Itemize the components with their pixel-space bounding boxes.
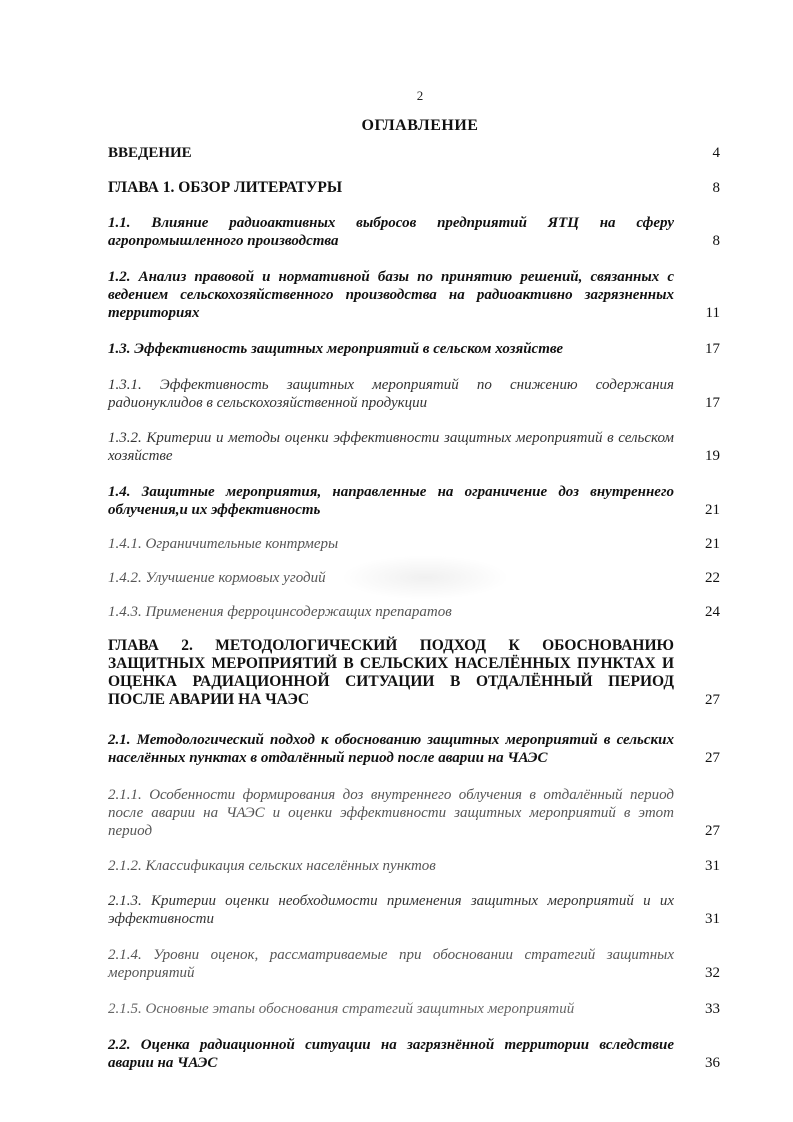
toc-entry-page: 17 — [705, 395, 720, 411]
toc-entry-text: 2.1. Методологический подход к обоснованию защитных мероприятий в сельских населённых пунктах в отдалённый период после аварии на ЧАЭС — [108, 732, 674, 766]
toc-entry-page: 31 — [705, 911, 720, 927]
toc-entry-chapter-1[interactable] — [108, 179, 720, 197]
toc-entry-text: ГЛАВА 2. МЕТОДОЛОГИЧЕСКИЙ ПОДХОД К ОБОСНОВАНИЮ ЗАЩИТНЫХ МЕРОПРИЯТИЙ В СЕЛЬСКИХ НАСЕЛЁННЫХ ПУНКТАХ И ОЦЕНКА РАДИАЦИОННОЙ СИТУАЦИИ В ОТДАЛЁННЫЙ ПЕРИОД ПОСЛЕ АВАРИИ НА ЧАЭС — [108, 637, 674, 708]
toc-entry-text: 1.1. Влияние радиоактивных выбросов предприятий ЯТЦ на сферу агропромышленного производства — [108, 215, 674, 249]
toc-entry-section-1-2[interactable] — [108, 268, 720, 322]
toc-entry-text: 2.2. Оценка радиационной ситуации на загрязнённой территории вследствие аварии на ЧАЭС — [108, 1037, 674, 1071]
toc-entry-page: 24 — [705, 604, 720, 620]
toc-entry-section-1-3-1[interactable] — [108, 376, 720, 412]
toc-entry-text: 1.3.1. Эффективность защитных мероприятий по снижению содержания радионуклидов в сельскохозяйственной продукции — [108, 377, 674, 411]
toc-entry-text: 1.2. Анализ правовой и нормативной базы по принятию решений, связанных с ведением сельскохозяйственного производства на радиоактивно загрязненных территориях — [108, 269, 674, 321]
toc-entry-text: 2.1.1. Особенности формирования доз внутреннего облучения в отдалённый период после аварии на ЧАЭС и оценки эффективности защитных мероприятий в этот период — [108, 787, 674, 839]
toc-entry-page: 27 — [705, 692, 720, 708]
toc-entry-section-1-3-2[interactable] — [108, 429, 720, 465]
toc-entry-page: 17 — [705, 341, 720, 357]
toc-entry-page: 31 — [705, 858, 720, 874]
toc-entry-page: 4 — [712, 145, 720, 161]
toc-entry-page: 27 — [705, 823, 720, 839]
toc-entry-page: 32 — [705, 965, 720, 981]
toc-entry-text: 2.1.5. Основные этапы обоснования стратегий защитных мероприятий — [108, 1001, 575, 1017]
page-number: 2 — [416, 88, 424, 103]
toc-entry-text: 2.1.2. Классификация сельских населённых пунктов — [108, 858, 436, 874]
toc-entry-section-2-1-5[interactable] — [108, 1000, 720, 1018]
toc-entry-page: 19 — [705, 448, 720, 464]
toc-entry-page: 21 — [705, 536, 720, 552]
toc-entry-page: 8 — [712, 233, 720, 249]
toc-entry-text: 1.3.2. Критерии и методы оценки эффективности защитных мероприятий в сельском хозяйстве — [108, 430, 674, 464]
toc-title: ОГЛАВЛЕНИЕ — [361, 117, 479, 134]
toc-entry-text: 1.4.2. Улучшение кормовых угодий — [108, 570, 326, 586]
toc-entry-text: ГЛАВА 1. ОБЗОР ЛИТЕРАТУРЫ — [108, 179, 343, 196]
toc-entry-page: 21 — [705, 502, 720, 518]
toc-entry-section-2-1-2[interactable] — [108, 857, 720, 875]
toc-entry-section-1-4-3[interactable] — [108, 603, 720, 621]
toc-entry-text: 1.4.3. Применения ферроцинсодержащих препаратов — [108, 604, 452, 620]
toc-entry-chapter-2[interactable] — [108, 637, 720, 709]
toc-entry-text: 1.3. Эффективность защитных мероприятий в сельском хозяйстве — [108, 341, 564, 357]
toc-entry-page: 36 — [705, 1055, 720, 1071]
toc-entry-section-1-1[interactable] — [108, 214, 720, 250]
toc-entry-page: 22 — [705, 570, 720, 586]
toc-entry-section-1-3[interactable] — [108, 340, 720, 358]
toc-entry-text: 2.1.4. Уровни оценок, рассматриваемые при обосновании стратегий защитных мероприятий — [108, 947, 674, 981]
toc-entry-section-1-4-1[interactable] — [108, 535, 720, 553]
toc-entry-page: 33 — [705, 1001, 720, 1017]
toc-entry-section-2-1[interactable] — [108, 731, 720, 767]
toc-entry-section-2-1-3[interactable] — [108, 892, 720, 928]
toc-entry-page: 8 — [712, 180, 720, 196]
toc-entry-section-2-1-4[interactable] — [108, 946, 720, 982]
toc-entry-text: ВВЕДЕНИЕ — [108, 145, 192, 161]
toc-entry-section-2-1-1[interactable] — [108, 786, 720, 840]
toc-entry-page: 11 — [705, 305, 720, 321]
toc-entry-introduction[interactable] — [108, 144, 720, 162]
toc-entry-section-2-2[interactable] — [108, 1036, 720, 1072]
toc-entry-page: 27 — [705, 750, 720, 766]
toc-entry-section-1-4[interactable] — [108, 483, 720, 519]
toc-entry-text: 1.4. Защитные мероприятия, направленные на ограничение доз внутреннего облучения,и их эффективность — [108, 484, 674, 518]
toc-entry-section-1-4-2[interactable] — [108, 569, 720, 587]
toc-entry-text: 1.4.1. Ограничительные контрмеры — [108, 536, 339, 552]
toc-entry-text: 2.1.3. Критерии оценки необходимости применения защитных мероприятий и их эффективности — [108, 893, 674, 927]
